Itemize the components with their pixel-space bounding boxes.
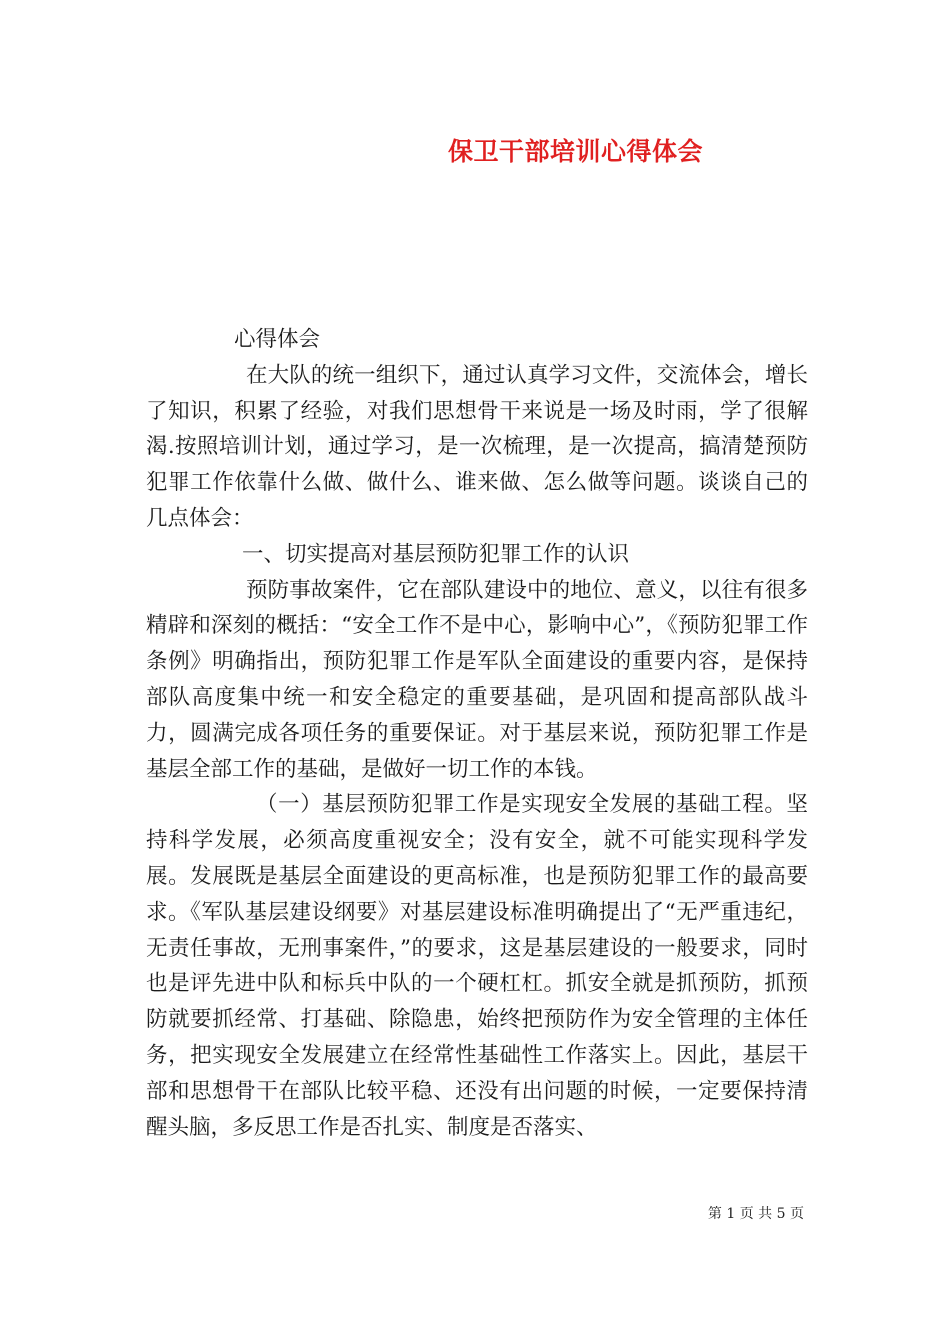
section-label: 心得体会 [234,327,321,352]
page-number: 第 1 页 共 5 页 [707,1206,804,1222]
paragraph-prevention: 预防事故案件，它在部队建设中的地位、意义，以往有很多精辟和深刻的概括：“安全工作不是中心，影响中心”，《预防犯罪工作条例》明确指出，预防犯罪工作是军队全面建设的重要内容，是保持部队高度集中统一和安全稳定的重要基础，是巩固和提高部队战斗力，圆满完成各项任务的重要保证。对于基层来说，预防犯罪工作是基层全部工作的基础，是做好一切工作的本钱。 [146,577,808,782]
section-heading-1: 一、切实提高对基层预防犯罪工作的认识 [242,541,630,567]
paragraph-subsection-1: （一）基层预防犯罪工作是实现安全发展的基础工程。坚持科学发展，必须高度重视安全；没有安全，就不可能实现科学发展。发展既是基层全面建设的更高标准，也是预防犯罪工作的最高要求。《军队基层建设纲要》对基层建设标准明确提出了“无严重违纪，无责任事故，无刑事案件，”的要求，这是基层建设的一般要求，同时也是评先进中队和标兵中队的一个硬杠杠。抓安全就是抓预防，抓预防就要抓经常、打基础、除隐患，始终把预防作为安全管理的主体任务，把实现安全发展建立在经常性基础性工作落实上。因此，基层干部和思想骨干在部队比较平稳、还没有出问题的时候，一定要保持清醒头脑，多反思工作是否扎实、制度是否落实、 [146,792,808,1140]
document-title: 保卫干部培训心得体会 [448,137,704,166]
intro-paragraph: 在大队的统一组织下，通过认真学习文件，交流体会，增长了知识，积累了经验，对我们思想骨干来说是一场及时雨，学了很解渴.按照培训计划，通过学习，是一次梳理，是一次提高，搞清楚预防犯罪工作依靠什么做、做什么、谁来做、怎么做等问题。谈谈自己的几点体会： [146,362,808,531]
document-body [146,322,808,1145]
